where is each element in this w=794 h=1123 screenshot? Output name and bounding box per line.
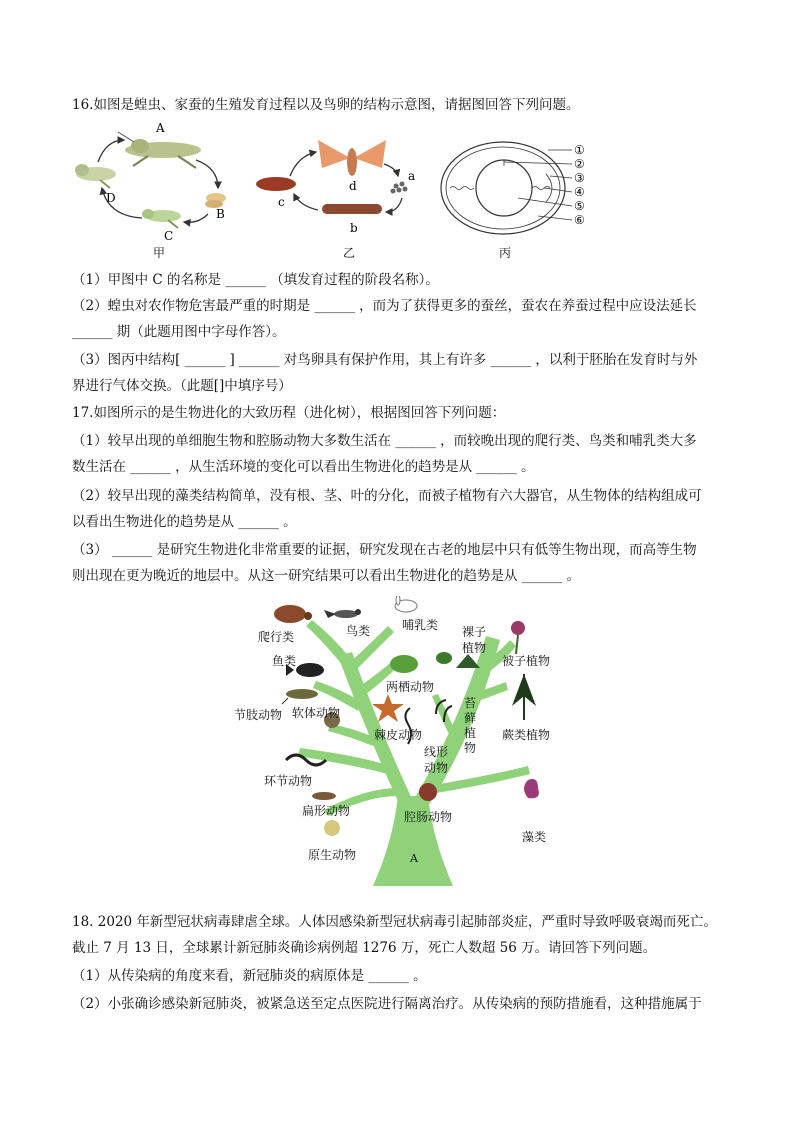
label-fern: 蕨类植物: [502, 728, 551, 742]
label-cnidarian: 腔肠动物: [404, 810, 453, 824]
q16-part3b: 界进行气体交换。（此题[]中填序号）: [72, 378, 292, 394]
label-arthropod: 节肢动物: [234, 708, 283, 722]
nymph-d-icon: [75, 164, 116, 188]
label-5: ⑤: [574, 199, 585, 213]
label-nematode: 线形动物: [424, 745, 449, 775]
label-amphibian: 两栖动物: [386, 680, 435, 694]
egg-icon: [205, 193, 226, 208]
q16-part2a: （2）蝗虫对农作物危害最严重的时期是 ______ ，而为了获得更多的蚕丝，蚕农在养蚕过程中应设法延长: [72, 298, 697, 314]
q18-stem-b: 截止 7 月 13 日，全球累计新冠肺炎确诊病例超 1276 万，死亡人数超 56 万。请回答下列问题。: [72, 940, 657, 956]
label-2: ②: [574, 157, 585, 171]
protozoa-icon: [324, 820, 340, 836]
q16-part2b: ______ 期（此题用图中字母作答）。: [72, 324, 286, 340]
caption-yi: 乙: [343, 246, 356, 260]
label-mammal: 哺乳类: [402, 618, 439, 632]
flower-icon: [511, 621, 525, 654]
algae-icon: [524, 779, 539, 798]
label-b: b: [350, 221, 358, 235]
turtle-icon: [274, 605, 312, 623]
q18-part1: （1）从传染病的角度来看，新冠肺炎的病原体是 ______ 。: [72, 968, 427, 984]
q17-part2a: （2）较早出现的藻类结构简单，没有根、茎、叶的分化，而被子植物有六大器官，从生物体的结构组成可: [72, 488, 702, 504]
label-gymnosperm: 裸子植物: [462, 625, 487, 655]
q18-part2: （2）小张确诊感染新冠肺炎，被紧急送至定点医院进行隔离治疗。从传染病的预防措施看，这种措施属于: [72, 996, 702, 1012]
coral-icon: [419, 783, 437, 801]
q17-stem: 17.如图所示的是生物进化的大致历程（进化树），根据图回答下列问题：: [72, 405, 506, 421]
label-protozoa: 原生动物: [308, 848, 357, 862]
q16-part3a: （3）图丙中结构[ ______ ] ______ 对鸟卵具有保护作用，其上有许多 ______ ，以利于胚胎在发育时与外: [72, 352, 698, 368]
label-6: ⑥: [574, 213, 585, 227]
pine-branch-icon: [456, 654, 480, 668]
label-mollusc: 软体动物: [292, 706, 341, 720]
label-C: C: [164, 229, 174, 243]
seedling-icon: [436, 700, 452, 722]
label-A: A: [156, 121, 165, 135]
figure-bing-bird-egg: [438, 136, 598, 244]
nymph-c-icon: [142, 209, 181, 228]
q17-part1b: 数生活在 ______ ，从生活环境的变化可以看出生物进化的趋势是从 ______ 。: [72, 459, 535, 475]
moth-icon: [318, 140, 386, 176]
label-algae: 藻类: [522, 830, 547, 844]
q16-stem: 16.如图是蝗虫、家蚕的生殖发育过程以及鸟卵的结构示意图，请据图回答下列问题。: [72, 97, 580, 113]
label-flatworm: 扁形动物: [302, 804, 351, 818]
starfish-icon: [372, 694, 404, 722]
q17-part2b: 以看出生物进化的趋势是从 ______ 。: [72, 514, 297, 530]
larva-icon: [322, 204, 382, 214]
label-D: D: [106, 191, 116, 205]
flatworm-icon: [312, 792, 336, 800]
earthworm-icon: [286, 755, 326, 765]
figure-jia-grasshopper-cycle: [68, 118, 238, 258]
caption-jia: 甲: [153, 246, 166, 260]
label-3: ③: [574, 171, 585, 185]
label-root-A: A: [410, 852, 418, 865]
label-echinoderm: 棘皮动物: [374, 728, 423, 742]
label-4: ④: [574, 185, 585, 199]
label-moss: 苔藓植物: [464, 696, 477, 755]
q16-part1: （1）甲图中 C 的名称是 ______ （填发育过程的阶段名称）。: [72, 272, 439, 288]
q17-part3a: （3） ______ 是研究生物进化非常重要的证据，研究发现在古老的地层中只有低等生物出现，而高等生物: [72, 542, 697, 558]
label-d: d: [349, 179, 357, 193]
pupa-icon: [256, 177, 296, 191]
caption-bing: 丙: [499, 246, 512, 260]
label-reptile: 爬行类: [258, 630, 295, 644]
mushroom-moss-icon: [436, 652, 452, 664]
fern-icon: [512, 674, 536, 720]
q17-part1a: （1）较早出现的单细胞生物和腔肠动物大多数生活在 ______ ，而较晚出现的爬行类、鸟类和哺乳类大多: [72, 433, 697, 449]
bird-icon: [324, 609, 361, 618]
label-angiosperm: 被子植物: [502, 654, 551, 668]
label-annelid: 环节动物: [264, 774, 313, 788]
label-B: B: [216, 207, 225, 221]
insect-icon: [282, 689, 318, 704]
q18-stem-a: 18. 2020 年新型冠状病毒肆虐全球。人体因感染新型冠状病毒引起肺部炎症，严重时导致呼吸衰竭而死亡。: [72, 914, 717, 930]
figure-yi-silkworm-cycle: [250, 128, 425, 248]
q17-part3b: 则出现在更为晚近的地层中。从这一研究结果可以看出生物进化的趋势是从 ______ 。: [72, 568, 581, 584]
label-fish: 鱼类: [272, 654, 297, 668]
rabbit-icon: [395, 596, 417, 612]
grasshopper-adult-icon: [118, 132, 201, 168]
frog-icon: [390, 655, 418, 673]
label-1: ①: [574, 143, 585, 157]
label-c: c: [278, 195, 285, 209]
label-bird: 鸟类: [346, 624, 371, 638]
silkworm-eggs-icon: [391, 182, 408, 194]
label-a: a: [408, 169, 416, 183]
evolution-tree-figure: [228, 596, 568, 886]
